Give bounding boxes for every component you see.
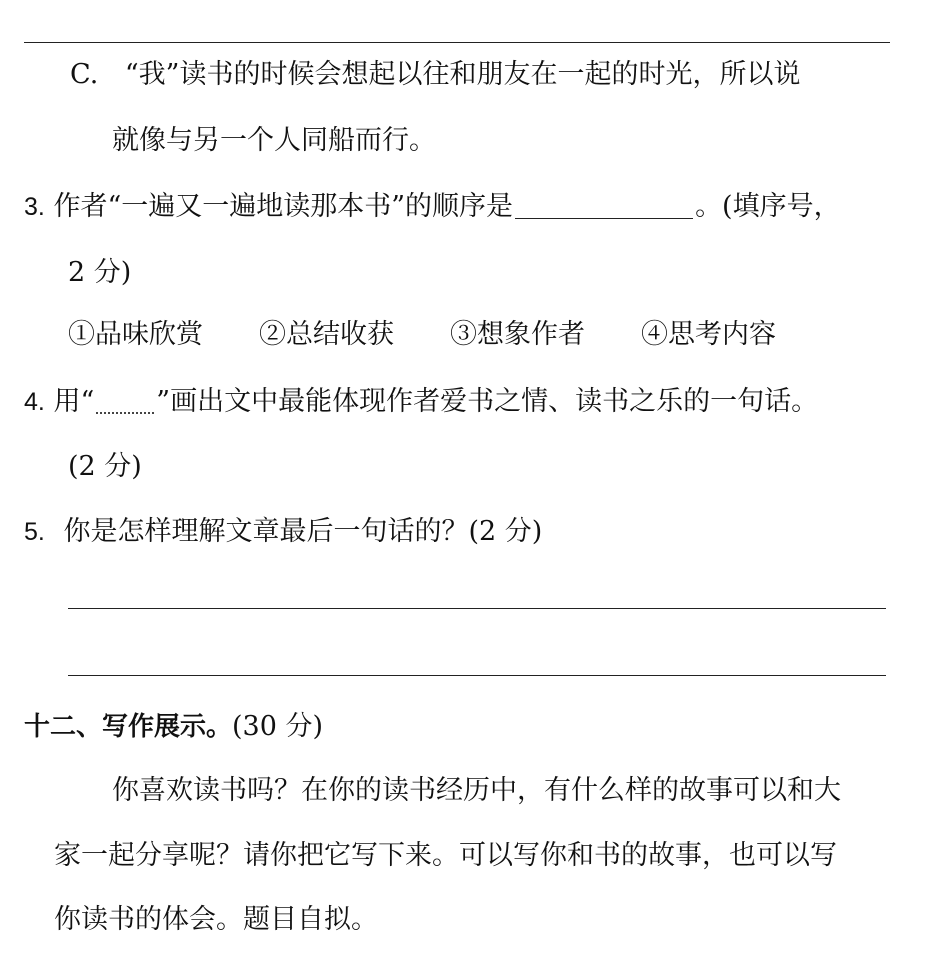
question-3-options [68,318,776,352]
writing-prompt-line1 [112,774,841,808]
writing-prompt-line3 [54,903,378,937]
writing-prompt-text-1: 你喜欢读书吗？在你的读书经历中，有什么样的故事可以和大 [112,775,841,806]
answer-line-1[interactable] [68,608,886,609]
question-3-answer-blank[interactable] [515,192,693,219]
question-3-option-4: ④思考内容 [641,319,776,350]
question-3-number: 3. [24,193,45,221]
section-12-heading: 十二、写作展示。 [24,712,233,742]
top-divider-line [24,42,890,43]
option-c-text-line1: “我”读书的时候会想起以往和朋友在一起的时光，所以说 [124,59,801,90]
writing-prompt-line2 [54,839,837,873]
question-3-instruction: 。(填序号， [695,191,841,222]
question-4-score: (2 分) [68,451,142,482]
question-4-text-before: 用“ [53,386,95,417]
option-c-label: C. [70,59,99,90]
writing-prompt-text-2: 家一起分享呢？请你把它写下来。可以写你和书的故事，也可以写 [54,840,837,871]
question-3-score: 2 分) [68,257,132,288]
question-3-option-2: ②总结收获 [259,319,394,350]
question-4-line1 [24,385,818,419]
section-12-score: (30 分) [232,711,324,742]
question-3-option-3: ③想象作者 [450,319,585,350]
option-c-line1 [70,58,800,92]
answer-line-2[interactable] [68,675,886,676]
question-4-line2 [68,450,142,484]
question-3-line1 [24,190,841,224]
question-5-text: 你是怎样理解文章最后一句话的？(2 分) [63,516,543,547]
question-4-number: 4. [24,388,45,416]
question-5-line [24,515,542,549]
question-5-number: 5. [24,518,45,546]
question-4-text-after: ”画出文中最能体现作者爱书之情、读书之乐的一句话。 [156,386,819,417]
question-3-line2 [68,256,131,290]
wavy-underline-mark [96,386,154,414]
section-12-heading-line [24,710,323,744]
option-c-line2 [112,124,436,158]
question-3-option-1: ①品味欣赏 [68,319,203,350]
question-3-text: 作者“一遍又一遍地读那本书”的顺序是 [53,191,514,222]
writing-prompt-text-3: 你读书的体会。题目自拟。 [54,904,378,935]
option-c-text-line2: 就像与另一个人同船而行。 [112,125,436,156]
